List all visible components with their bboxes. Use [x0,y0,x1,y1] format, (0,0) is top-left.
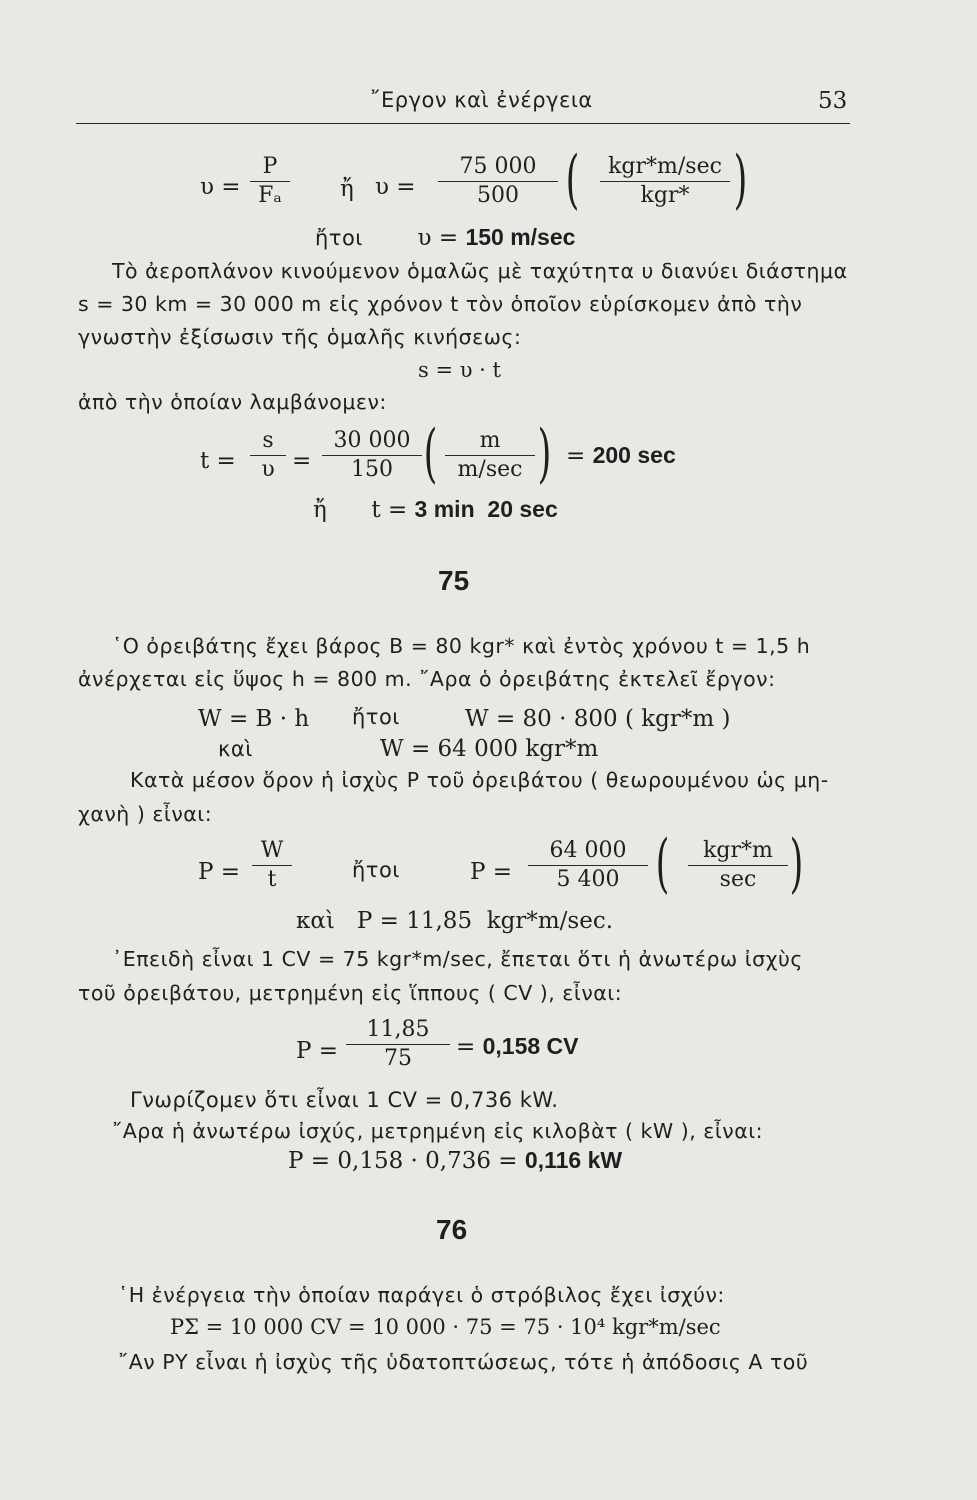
s75-kw-line [288,1145,622,1176]
eq2-result: 200 sec [592,442,676,468]
s75-kw-expr: P = 0,158 · 0,736 = [288,1148,525,1174]
eq2-fraction-values [322,428,422,483]
s75-p-f2-den: 5 400 [556,867,620,892]
s75-p-mid: ἤτοι [352,858,400,882]
eq2-fraction-s-v [250,428,286,483]
eq1-result-value: 150 m/sec [465,224,576,250]
s75-p-lhs: P = [198,859,241,885]
section-number-75: 75 [438,565,470,596]
para2: ἀπὸ τὴν ὁποίαν λαμβάνομεν: [78,390,387,414]
eq2-unit-fraction [445,428,535,483]
s75-cv-den: 75 [384,1046,412,1071]
eq1-frac1-den: Fₐ [258,183,282,208]
eq2-result2-value: 3 min 20 sec [414,496,558,522]
eq2-f1-den: υ [261,457,275,482]
s76-line1: ῾Η ἐνέργεια τὴν ὁποίαν παράγει ὁ στρόβιλος ἔχει ἰσχύν: [118,1283,725,1307]
eq1-fraction-p-fa [250,154,290,209]
s75-cv-result: 0,158 CV [482,1033,579,1059]
right-paren: ) [733,143,748,217]
eq1-frac2-num: 75 000 [459,154,537,179]
s75-cv-num: 11,85 [366,1017,430,1042]
fraction-bar [250,181,290,182]
s75-p-rhs: P = [470,859,513,885]
page-number: 53 [818,88,848,114]
left-paren: ( [423,417,438,491]
eq1-unit-fraction [600,154,730,209]
s75-p-f2-num: 64 000 [549,838,627,863]
s75-w1-mid: ἤτοι [352,705,400,729]
eq2-f2-den: 150 [351,457,393,482]
s75-line3: Κατὰ μέσον ὅρον ἡ ἰσχὺς P τοῦ ὀρειβάτου ( θεωρουμένου ὡς μη- [130,768,829,792]
section-number-76: 76 [436,1214,468,1245]
eq2-u-den: m/sec [457,457,523,482]
eq1-frac2-den: 500 [477,183,519,208]
s75-w1-left: W = B · h [198,706,310,732]
para1-line2: s = 30 km = 30 000 m εἰς χρόνον t τὸν ὁποῖον εὑρίσκομεν ἀπὸ τὴν [78,292,803,316]
s75-line6: τοῦ ὀρειβάτου, μετρημένη εἰς ἵππους ( CV ), εἶναι: [78,981,623,1005]
eq2-f2-num: 30 000 [333,428,411,453]
eq2-result2-line [313,494,558,525]
fraction-bar [252,865,292,866]
eq1-unit-den: kgr* [640,183,690,208]
s75-line7: Γνωρίζομεν ὅτι εἶναι 1 CV = 0,736 kW. [130,1088,559,1112]
s75-p-result: καὶ P = 11,85 kgr*m/sec. [296,908,614,934]
fraction-bar [346,1044,450,1045]
para1-line3: γνωστὴν ἐξίσωσιν τῆς ὁμαλῆς κινήσεως: [78,325,522,349]
fraction-bar [322,455,422,456]
s75-cv-result-line [456,1031,579,1062]
eq1-unit-num: kgr*m/sec [608,154,722,179]
s75-line5: ᾿Επειδὴ εἶναι 1 CV = 75 kgr*m/sec, ἔπεται ὅτι ἡ ἀνωτέρω ἰσχὺς [112,947,803,971]
left-paren: ( [565,143,580,217]
s75-p-f1-den: t [267,867,277,892]
fraction-bar [445,455,535,456]
eq2-f1-num: s [262,428,274,453]
fraction-bar [688,865,788,866]
eq2-u-num: m [479,428,501,453]
eq2-eq: = [292,448,312,474]
fraction-bar [250,455,286,456]
s75-p-u-num: kgr*m [703,838,773,863]
s75-kw-result: 0,116 kW [524,1147,623,1173]
eq1-v-rhs: υ = [375,174,416,200]
eq1-or: ἤ [340,176,354,202]
eq1-result-prefix: ἤτοι [315,226,363,250]
s75-line4: χανὴ ) εἶναι: [78,802,213,826]
para1-line1: Τὸ ἀεροπλάνον κινούμενον ὁμαλῶς μὲ ταχύτητα υ διανύει διάστημα [112,259,848,283]
eq2-lhs: t = [200,448,236,474]
eq2-result2-expr: t = [371,497,415,523]
eq2-result-line [566,440,676,471]
s75-w1-right: W = 80 · 800 ( kgr*m ) [465,706,731,732]
s75-fraction-values [528,838,648,893]
s75-w2-left: καὶ [218,737,253,761]
s76-line2: PΣ = 10 000 CV = 10 000 · 75 = 75 · 10⁴ kgr*m/sec [170,1315,721,1339]
header-rule [76,123,850,124]
s75-line2: ἀνέρχεται εἰς ὕψος h = 800 m. ῎Αρα ὁ ὀρειβάτης ἐκτελεῖ ἔργον: [78,667,776,691]
s75-w2-right: W = 64 000 kgr*m [380,736,599,762]
s75-cv-eq: = [456,1034,483,1060]
s75-p-f1-num: W [260,838,284,863]
eq-s-v-t: s = υ · t [418,358,501,382]
eq1-v-lhs: υ = [200,174,241,200]
eq1-fraction-values [438,154,558,209]
eq1-frac1-num: P [262,154,278,179]
eq1-result-line [315,222,575,253]
eq1-result-expr: υ = [417,225,466,251]
fraction-bar [438,181,558,182]
s76-line3: ῎Αν PΥ εἶναι ἡ ἰσχὺς τῆς ὑδατοπτώσεως, τότε ἡ ἀπόδοσις A τοῦ [118,1350,809,1374]
s75-cv-fraction [346,1017,450,1072]
eq2-or: ἤ [313,497,327,523]
fraction-bar [528,865,648,866]
eq2-rhs: = [566,443,593,469]
right-paren: ) [789,827,804,901]
left-paren: ( [655,827,670,901]
running-header-title: ῎Εργον καὶ ἐνέργεια [370,88,593,112]
s75-fraction-w-t [252,838,292,893]
s75-cv-lhs: P = [296,1038,339,1064]
fraction-bar [600,181,730,182]
s75-p-u-den: sec [719,867,757,892]
s75-unit-fraction [688,838,788,893]
s75-line1: ῾Ο ὀρειβάτης ἔχει βάρος B = 80 kgr* καὶ ἐντὸς χρόνου t = 1,5 h [112,634,811,658]
s75-line8: ῎Αρα ἡ ἀνωτέρω ἰσχύς, μετρημένη εἰς κιλοβὰτ ( kW ), εἶναι: [112,1119,764,1143]
right-paren: ) [537,417,552,491]
